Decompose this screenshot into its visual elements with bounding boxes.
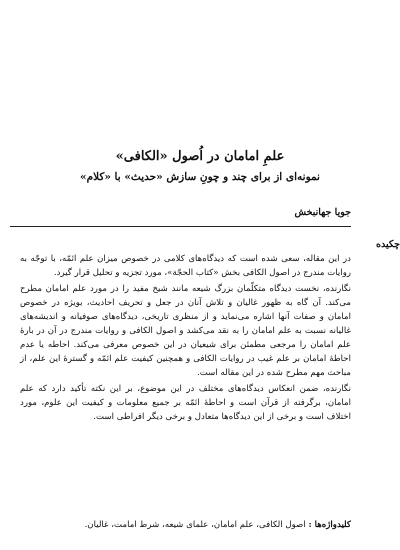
keywords-label: کلیدواژه‌ها : [308, 520, 351, 530]
keywords-text: اصول الکافی، علم امامان، علمای شیعه، شرط امامت، غالیان. [84, 520, 306, 530]
article-title: علمِ امامان در اُصول «الکافی» [115, 149, 285, 164]
abstract-heading: چکیده [376, 239, 400, 250]
keywords-line [20, 518, 351, 532]
abstract-body [20, 252, 351, 426]
article-subtitle: نمونه‌ای از برای چند و چونِ سازش «حدیث» با «کلام» [80, 171, 320, 183]
divider-line [10, 226, 351, 227]
author-name: جویا جهانبخش [294, 207, 351, 218]
abstract-paragraph-2: نگارنده، نخست دیدگاه متکلّمان بزرگ شیعه مانند شیخ مفید را در مورد علم امامان مطرح می‌کند. آن گاه به ظهور غالیان و تلاش آنان در جعل و تحریف احادیث، بویژه در خصوص امامان و صفات آنها اشاره می‌نماید و از منظری تاریخی، دیدگاه‌های صوفیانه و اندیشه‌های غالیانه نسبت به علم امامان را به نقد می‌کشد و اصول الکافی و روایات مندرج در آن در بارهٔ علم امامان را مرجعی مطمئن برای شیعیان در این خصوص معرفی می‌کند. احاطه یا عدم احاطهٔ امامان بر علم غیب در روایات الکافی و همچنین کیفیت علم ائمّه و گسترهٔ این علم، از مباحث مهم مطرح شده در این مقاله است. [20, 284, 351, 378]
abstract-paragraph-1: در این مقاله، سعی شده است که دیدگاه‌های کلامی در خصوص میزان علم ائمّه، با توجّه به روایات مندرج در اصول الکافی بخش «کتاب الحجّة»، مورد تجزیه و تحلیل قرار گیرد. [20, 254, 351, 278]
abstract-paragraph-3: نگارنده، ضمن انعکاس دیدگاه‌های مختلف در این موضوع، بر این نکته تأکید دارد که علم امامان، برگرفته از قرآن است و احاطهٔ ائمّه بر جمیع معلومات و کیفیت این علوم، مورد اختلاف است و برخی از این دیدگاه‌ها متعادل و برخی دیگر افراطی است. [20, 384, 351, 422]
